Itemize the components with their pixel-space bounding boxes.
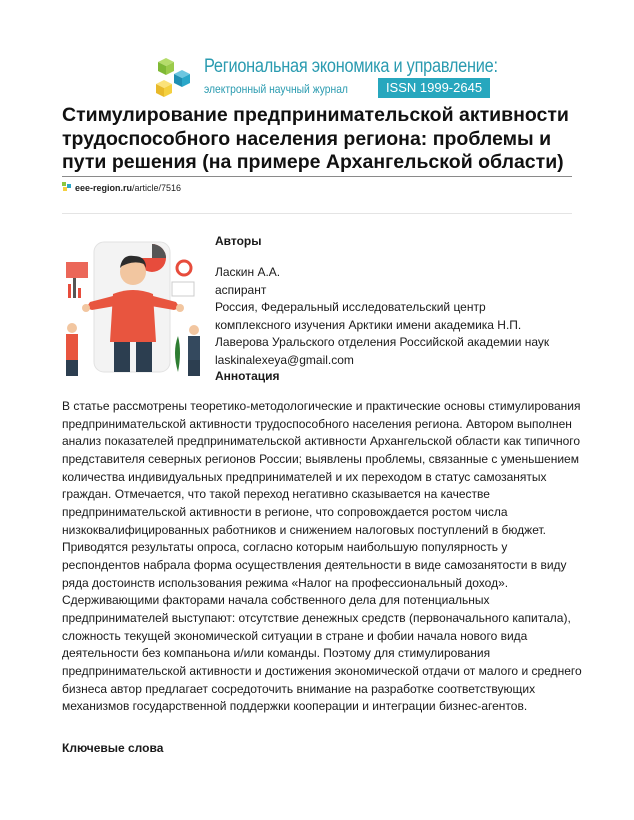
- author-name: Ласкин А.А.: [215, 265, 281, 279]
- keywords-heading: Ключевые слова: [62, 741, 164, 755]
- author-affiliation-line: Россия, Федеральный исследовательский центр: [215, 300, 486, 314]
- url-path: /article/7516: [132, 183, 182, 193]
- author-email[interactable]: laskinalexeya@gmail.com: [215, 352, 354, 367]
- journal-title: Региональная экономика и управление:: [204, 56, 498, 77]
- businessman-illustration: [60, 232, 206, 380]
- issn-badge: ISSN 1999-2645: [378, 78, 490, 98]
- authors-heading: Авторы: [215, 234, 262, 248]
- article-link[interactable]: [62, 182, 181, 193]
- abstract-text: В статье рассмотрены теоретико-методологические и практические основы стимулирования предпринимательской активности трудоспособного населения региона. Автором выполнен анализ показателей предпринимательской активности Архангельской области как типичного представителя северных регионов России; выявлены проблемы, связанные с уменьшением количества индивидуальных предпринимателей и их переходом в статус самозанятых граждан. Отмечается, что такой переход негативно сказывается на качестве предпринимательской активности в регионе, что сопровождается ростом числа низкоквалифицированных работников и снижением налоговых поступлений в бюджет. Приводятся результаты опроса, согласно которым наибольшую популярность у респондентов набрала форма осуществления деятельности в виде самозанятости в виду ряда достоинств использования режима «Налог на профессиональный доход». Сдерживающими факторами начала собственного дела для потенциальных предпринимателей выступают: отсутствие денежных средств (первоначального капитала), сложность текущей экономической ситуации в стране и фобии начала нового вида деятельности без компаньона и/или команды. Поэтому для стимулирования предпринимательской активности и достижения экономической отдачи от малого и среднего бизнеса автор предлагает сосредоточить внимание на разработке соответствующих механизмов государственной поддержки кооперации и интеграции бизнес-агентов.: [62, 399, 582, 714]
- author-info: [215, 264, 575, 369]
- title-divider: [62, 176, 572, 177]
- author-affiliation-line: Лаверова Уральского отделения Российской академии наук: [215, 335, 550, 349]
- url-domain: eee-region.ru: [75, 183, 133, 193]
- author-position: аспирант: [215, 282, 267, 297]
- site-favicon-icon: [62, 182, 72, 192]
- cubes-logo-icon: [152, 56, 196, 100]
- article-title: Стимулирование предпринимательской активности трудоспособного населения региона: проблемы и пути решения (на примере Архангельской области): [62, 104, 569, 173]
- header-divider: [62, 213, 572, 214]
- journal-logo: [152, 56, 498, 100]
- journal-subtitle: электронный научный журнал: [204, 82, 348, 96]
- abstract-heading: Аннотация: [215, 369, 280, 383]
- author-affiliation-line: комплексного изучения Арктики имени академика Н.П.: [215, 317, 522, 332]
